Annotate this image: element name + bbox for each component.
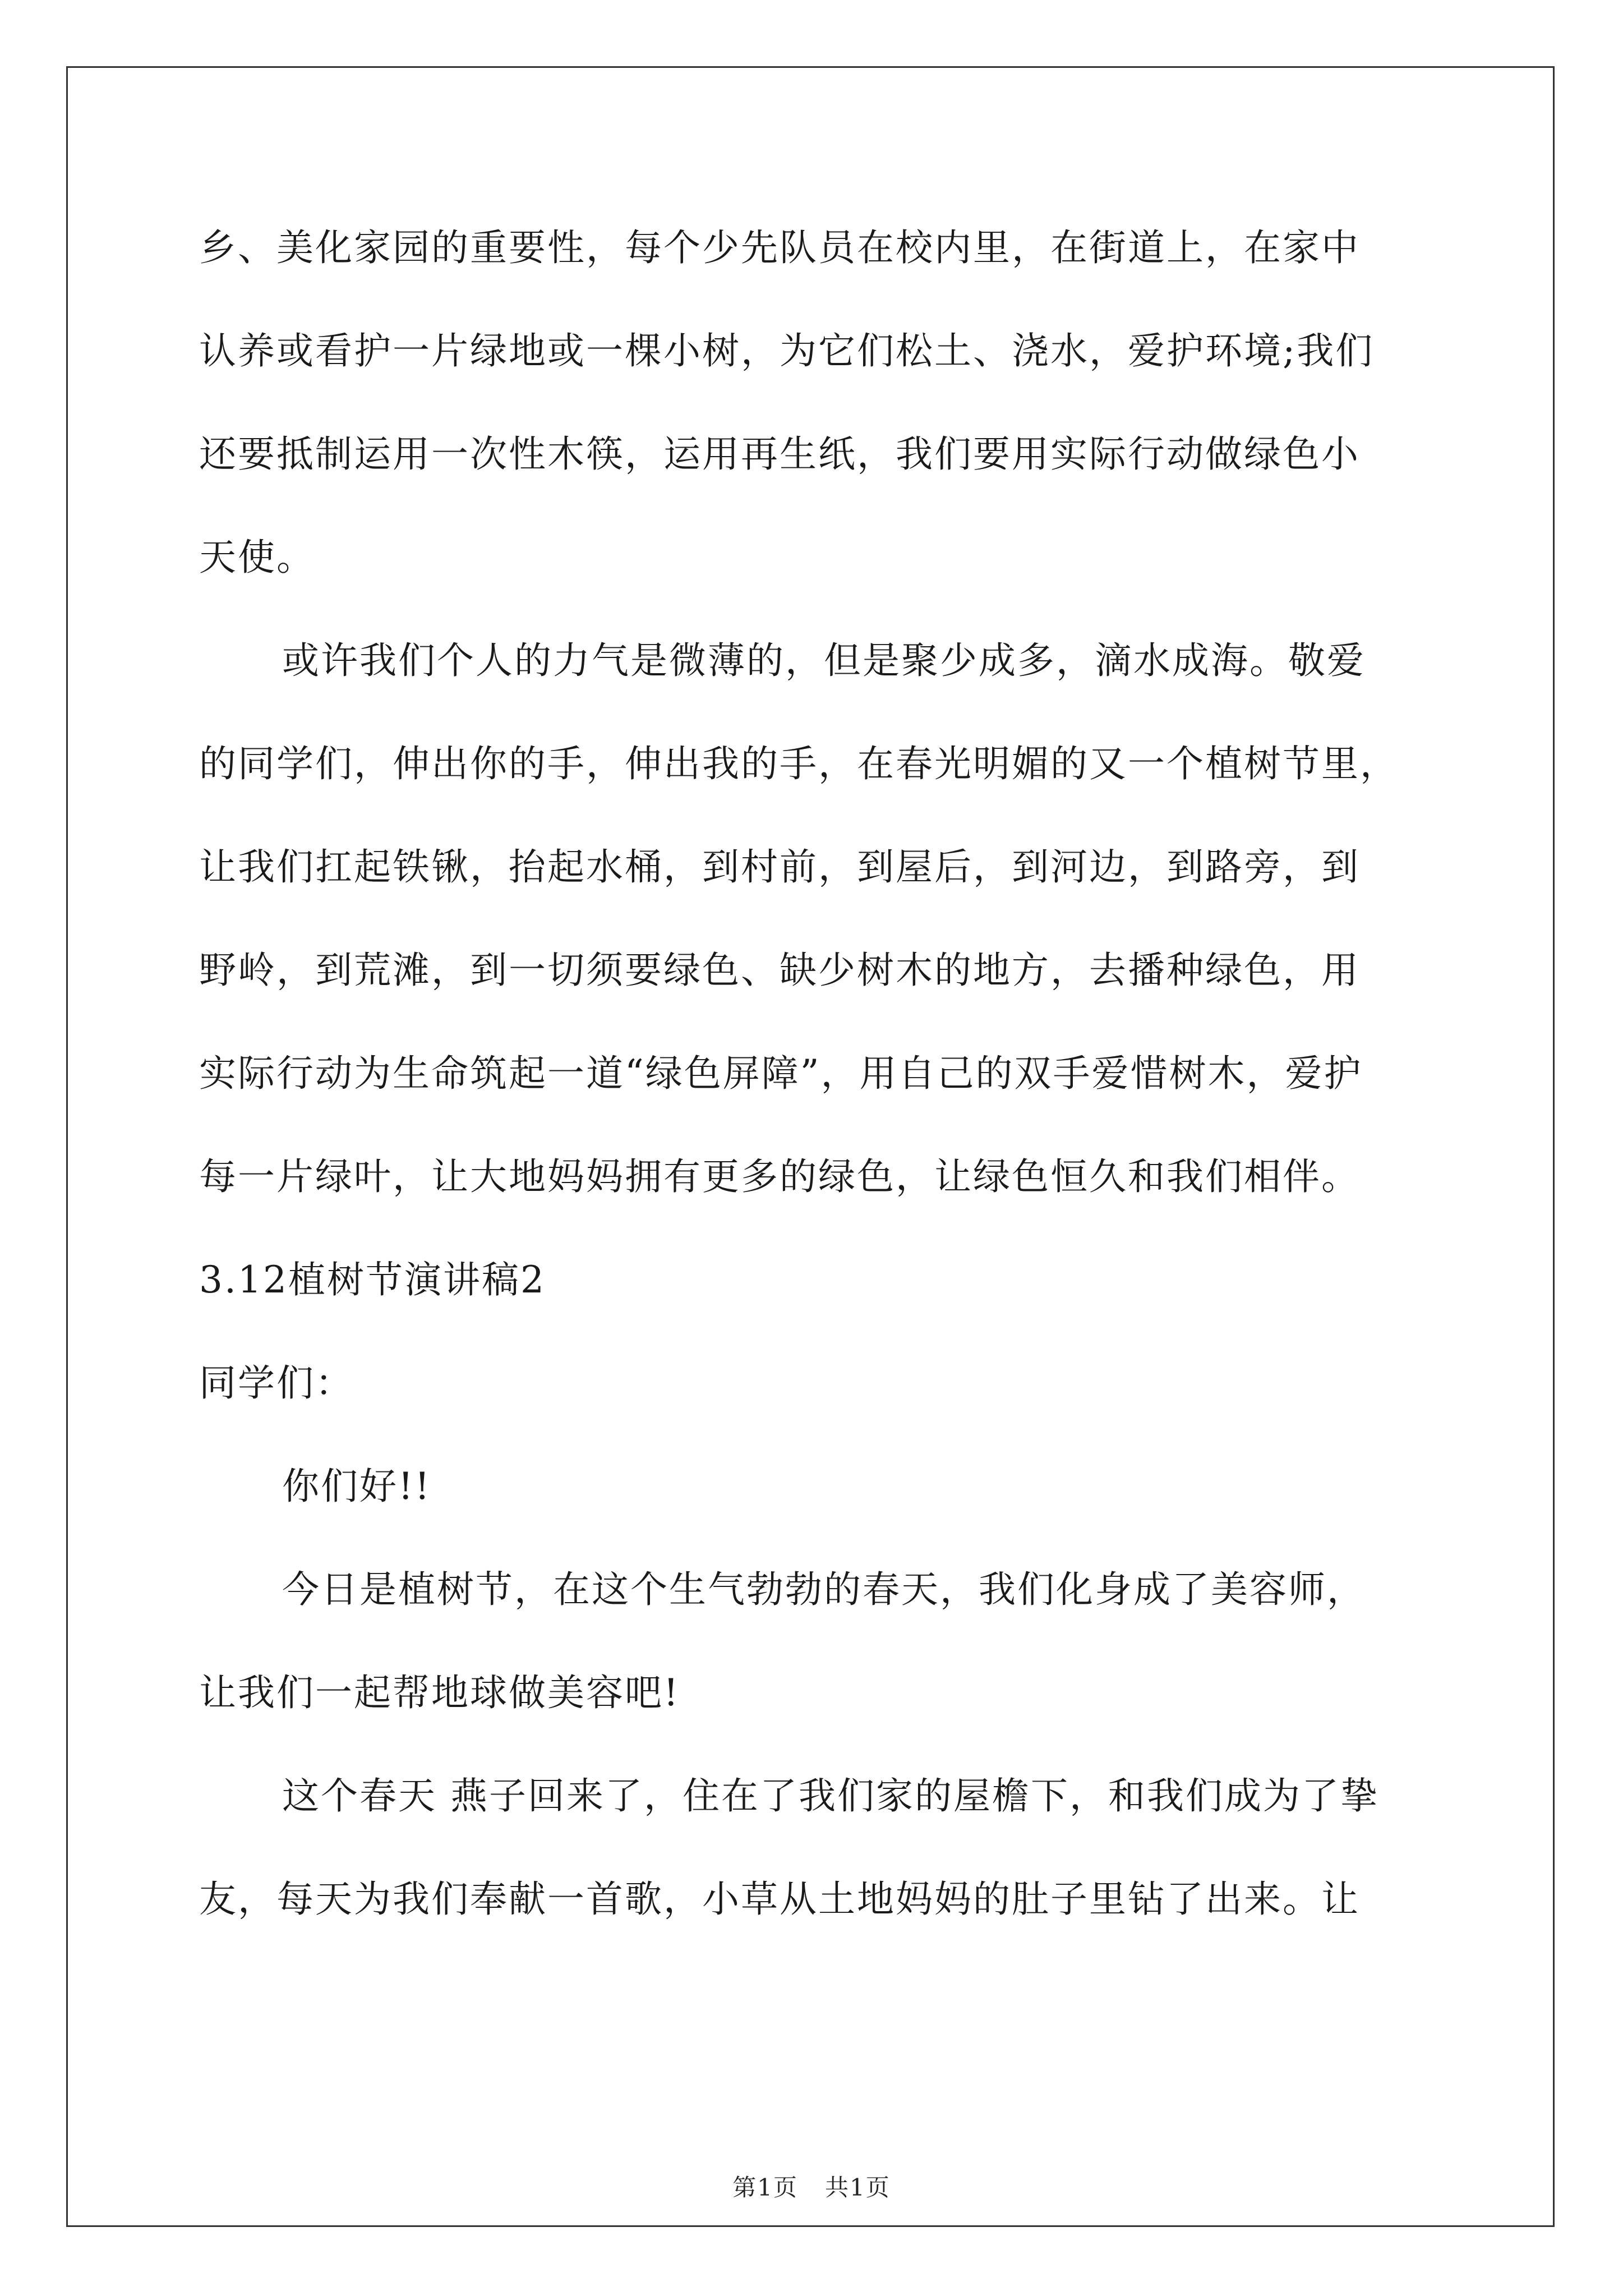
paragraph-start-line: 这个春天 燕子回来了，住在了我们家的屋檐下，和我们成为了挚	[282, 1774, 1379, 1818]
section-heading: 3.12植树节演讲稿2	[199, 1258, 546, 1301]
body-line-9: 实际行动为生命筑起一道“绿色屏障”，用自己的双手爱惜树木，爱护	[199, 1052, 1363, 1095]
page-number-total: 共1页	[825, 2174, 891, 2201]
body-line-17: 友，每天为我们奉献一首歌，小草从土地妈妈的肚子里钻了出来。让	[199, 1878, 1360, 1921]
body-line-10: 每一片绿叶，让大地妈妈拥有更多的绿色，让绿色恒久和我们相伴。	[199, 1155, 1360, 1198]
paragraph-start-line: 今日是植树节，在这个生气勃勃的春天，我们化身成了美容师，	[282, 1568, 1366, 1611]
paragraph-start-line: 或许我们个人的力气是微薄的，但是聚少成多，滴水成海。敬爱	[282, 639, 1366, 682]
body-line-8: 野岭，到荒滩，到一切须要绿色、缺少树木的地方，去播种绿色，用	[199, 949, 1360, 992]
body-line-2: 认养或看护一片绿地或一棵小树，为它们松土、浇水，爱护环境;我们	[199, 329, 1375, 372]
greeting: 你们好!!	[282, 1465, 432, 1508]
body-line-6: 的同学们，伸出你的手，伸出我的手，在春光明媚的又一个植树节里，	[199, 742, 1399, 785]
page-number-current: 第1页	[732, 2174, 798, 2201]
page-footer	[0, 2171, 1623, 2205]
body-line-15: 让我们一起帮地球做美容吧!	[199, 1671, 680, 1714]
body-line-7: 让我们扛起铁锹，抬起水桶，到村前，到屋后，到河边，到路旁，到	[199, 845, 1360, 889]
body-line-3: 还要抵制运用一次性木筷，运用再生纸，我们要用实际行动做绿色小	[199, 432, 1360, 476]
body-line-4: 天使。	[199, 536, 315, 579]
document-body	[199, 222, 1455, 1976]
salutation: 同学们：	[199, 1361, 354, 1405]
body-line-1: 乡、美化家园的重要性，每个少先队员在校内里，在街道上，在家中	[199, 226, 1360, 269]
